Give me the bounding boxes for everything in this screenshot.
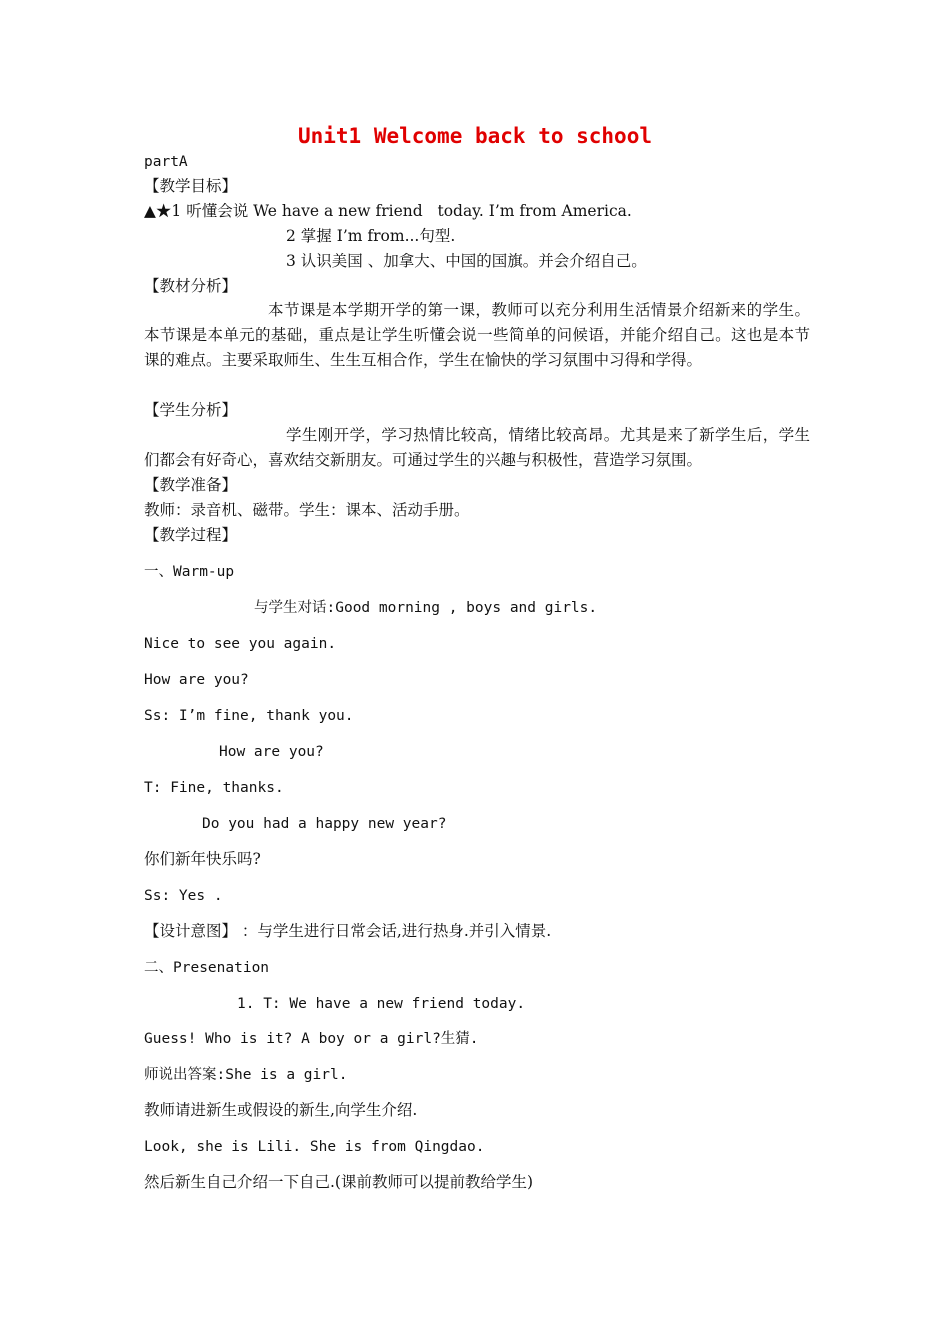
process-line: How are you?: [219, 744, 324, 760]
process-line: Nice to see you again.: [144, 636, 337, 652]
process-line: Ss: I’m fine, thank you.: [144, 708, 354, 724]
process-line: Guess! Who is it? A boy or a girl?生猜.: [144, 1031, 479, 1047]
process-line: T: Fine, thanks.: [144, 780, 284, 796]
goal-3: 3 认识美国 、加拿大、中国的国旗。并会介绍自己。: [286, 252, 647, 270]
process-line: How are you?: [144, 672, 249, 688]
prep-text: 教师：录音机、磁带。学生：课本、活动手册。: [144, 501, 470, 519]
process-line: Do you had a happy new year?: [202, 816, 447, 832]
process-line: 教师请进新生或假设的新生,向学生介绍.: [144, 1101, 418, 1119]
part-label: partA: [144, 154, 188, 170]
material-paragraph: 本节课是本学期开学的第一课，教师可以充分利用生活情景介绍新来的学生。本节课是本单元的基础，重点是让学生听懂会说一些简单的问候语，并能介绍自己。这也是本节课的难点。主要采取师生、生生互相合作，学生在愉快的学习氛围中习得和学得。: [144, 301, 810, 369]
prep-heading: 【教学准备】: [144, 476, 238, 494]
goals-heading: 【教学目标】: [144, 177, 238, 195]
process-line: 1. T: We have a new friend today.: [237, 996, 526, 1012]
process-line: Look, she is Lili. She is from Qingdao.: [144, 1139, 485, 1155]
process-line: 然后新生自己介绍一下自己.(课前教师可以提前教给学生): [144, 1173, 534, 1191]
goal-1: ▲★1 听懂会说 We have a new friend today. I’m from America.: [144, 202, 632, 220]
material-heading: 【教材分析】: [144, 277, 238, 295]
student-paragraph: 学生刚开学，学习热情比较高，情绪比较高昂。尤其是来了新学生后，学生们都会有好奇心，喜欢结交新朋友。可通过学生的兴趣与积极性，营造学习氛围。: [144, 426, 810, 469]
process-line: Ss: Yes .: [144, 888, 223, 904]
process-line: 【设计意图】 ：与学生进行日常会话,进行热身.并引入情景.: [144, 922, 552, 940]
process-line: 二、Presenation: [144, 960, 270, 976]
process-line: 师说出答案:She is a girl.: [144, 1067, 348, 1083]
process-heading: 【教学过程】: [144, 526, 238, 544]
process-line: 你们新年快乐吗?: [144, 850, 261, 868]
process-line: 一、Warm-up: [144, 564, 235, 580]
document-title: Unit1 Welcome back to school: [297, 124, 652, 148]
student-heading: 【学生分析】: [144, 401, 238, 419]
process-line: 与学生对话:Good morning , boys and girls.: [254, 600, 598, 616]
goal-2: 2 掌握 I’m from...句型.: [286, 227, 456, 245]
